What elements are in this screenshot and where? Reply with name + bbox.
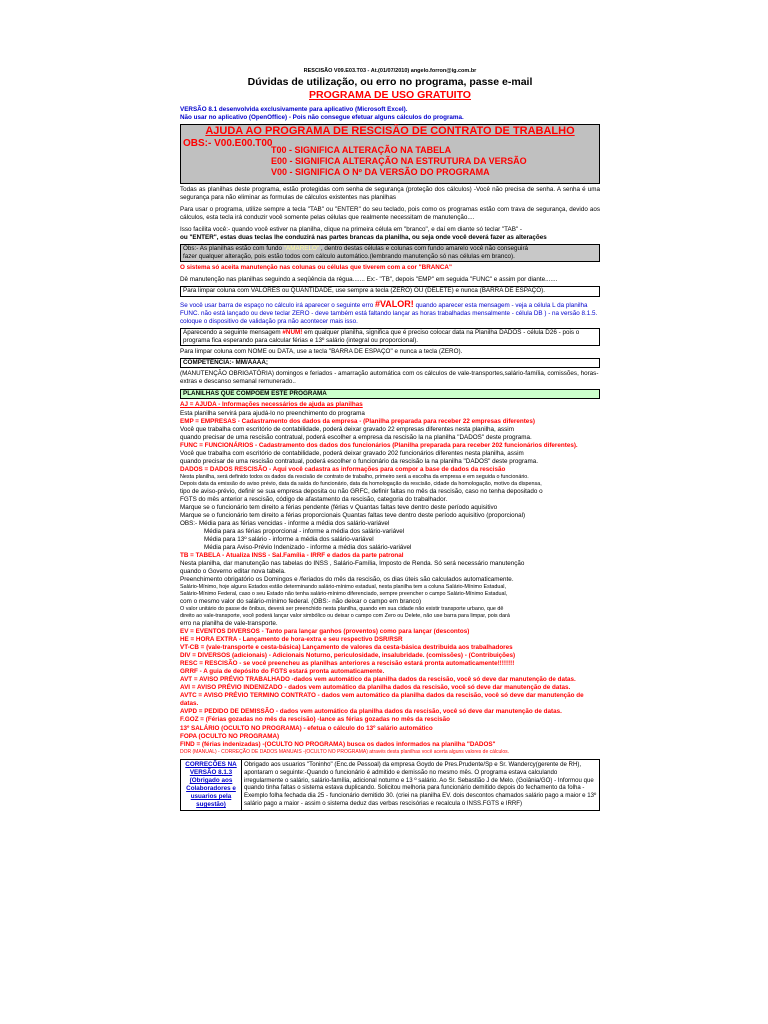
ruler-sequence-note: Dê manutenção nas planilhas seguindo a seqüência da régua....... Ex:- "TB", depois "EMP" em seguida "FUNC" e assim por diante....... bbox=[180, 276, 558, 284]
description-line: Nesta planilha, dar manutenção nas tabelas do INSS , Salário-Família, Imposto de Renda. Só será necessário manutenção bbox=[180, 560, 525, 568]
description-line: 13º SALÁRIO (OCULTO NO PROGRAMA) - efetua o cálculo do 13º salário automático bbox=[180, 724, 433, 732]
description-line: AVPD = PEDIDO DE DEMISSÃO - dados vem automático da planilha dados da rescisão, você só deve dar manutenção de datas. bbox=[180, 708, 562, 716]
mandatory-maintenance-note: (MANUTENÇÃO OBRIGATÓRIA) domingos e feriados - amarração automática com os cálculos de vale-transportes,salário-família, comissões, horas-extras e descanso semanal remunerado.. bbox=[180, 370, 599, 386]
version-note-1: VERSÃO 8.1 desenvolvida exclusivamente para aplicativo (Microsoft Excel). bbox=[180, 105, 408, 113]
description-line: quando precisar de uma rescisão contratual, poderá escolher a empresa da rescisão la na planilha "DADOS" deste programa. bbox=[180, 433, 532, 441]
description-line: FOPA (OCULTO NO PROGRAMA) bbox=[180, 732, 280, 740]
num-error-note bbox=[180, 328, 600, 346]
num-error-part-b: em qualquer planilha, significa que é preciso colocar data na Planilha DADOS - célula D26 - pois o programa fica esperando para calcular férias e 13º salário (integral ou proporcional). bbox=[183, 329, 580, 345]
document-sheet bbox=[180, 68, 600, 811]
description-line: Salário-Mínimo, hoje alguns Estados estão determinando salário-mínimo estadual, nesta planilha tem a coluna Salário-Mínimo Estadual, bbox=[180, 584, 507, 591]
planilhas-title: PLANILHAS QUE COMPOEM ESTE PROGRAMA bbox=[180, 389, 600, 399]
description-line: AVI = AVISO PRÉVIO INDENIZADO - dados vem automático da planilha dados da rescisão, você só deve dar manutenção de datas. bbox=[180, 684, 571, 692]
num-error-part-a: Aparecendo a seguinte mensagem bbox=[183, 329, 281, 337]
description-line: tipo de aviso-prévio, definir se sua empresa deposita ou não GRFC, definir faltas no mês da rescisão, caso no tenha depositado o bbox=[180, 487, 543, 495]
description-line: DOR (MANUAL) - CORREÇÃO DE DADOS MANUAIS -(OCULTO NO PROGRAMA) através desta planilhas você acerta alguns valores de cálculos. bbox=[180, 748, 510, 755]
yellow-note-part-c: fazer qualquer alteração, pois estão todos com cálculo automático.(lembrando manutenção só nas células em branco). bbox=[183, 253, 515, 261]
tab-key-note: Para usar o programa, utilize sempre a tecla "TAB" ou "ENTER" do seu teclado, pois como os programas estão com trava de segurança, devido aos cálculos, esta tecla irá conduzir você somente pelas células que realmente necessitam de manutenção.... bbox=[180, 206, 600, 222]
description-line: VT-CB = (vale-transporte e cesta-básica) Lançamento de valores da cesta-básica destribuida aos trabalhadores bbox=[180, 644, 513, 652]
description-line: TB = TABELA - Atualiza INSS - Sal.Família - IRRF e dados da parte patronal bbox=[180, 552, 404, 560]
description-line: Você que trabalha com escritório de contabilidade, poderá deixar gravado 22 empresas diferentes nesta planilha, assim bbox=[180, 425, 514, 433]
yellow-note-part-a: Obs:- As planilhas estão com fundo bbox=[183, 245, 283, 253]
banner-lines bbox=[271, 145, 527, 178]
banner-line-t00: T00 - SIGNIFICA ALTERAÇÃO NA TABELA bbox=[271, 145, 452, 155]
help-banner bbox=[180, 124, 600, 184]
white-cells-note: O sistema só aceita manutenção nas colunas ou células que tiverem com a cor "BRANCA" bbox=[180, 264, 452, 272]
description-line: AVT = AVISO PRÉVIO TRABALHADO -dados vem automático da planilha dados da rescisão, você só deve dar manutenção de datas. bbox=[180, 676, 576, 684]
description-line: quando precisar de uma rescisão contratual, poderá escolher o funcionário da rescisão la na planilha "DADOS" deste programa. bbox=[180, 457, 538, 465]
password-note: Todas as planilhas deste programa, estão protegidas com senha de segurança (proteção dos cálculos) -Você não precisa de senha. A senha é uma segurança para não eliminar as formulas de cálculos existentes nas planilhas bbox=[180, 186, 600, 202]
version-note-2: Não usar no aplicativo (OpenOffice) - Pois não consegue efetuar alguns cálculos do programa. bbox=[180, 113, 464, 121]
num-error-word: #NUM! bbox=[282, 329, 303, 337]
description-line: Média para 13º salário - informe a média dos salário-variável bbox=[204, 535, 374, 543]
enter-key-note: ou "ENTER", estas duas teclas lhe conduzirá nas partes brancas da planilha, ou seja onde você deverá fazer as alterações bbox=[180, 234, 547, 242]
description-line: DADOS = DADOS RESCISÃO - Aqui você cadastra as informações para compor a base de dados da rescisão bbox=[180, 465, 506, 473]
yellow-word: "AMARELO" bbox=[283, 245, 320, 253]
value-error-part-b: quando aparecer esta mensagem - veja a célula L da planilha FUNC. não está lançado ou deve teclar ZERO - deve também está faltando lançar as horas trabalhadas mensalmente - célula DB ) - na versão 8.1.5. coloque o dispositivo de validação pra não acontecer mais isso. bbox=[180, 301, 598, 326]
description-line: erro na planilha de vale-transporte. bbox=[180, 619, 278, 627]
competence-field: COMPETÊNCIA:- MM/AAAA; bbox=[180, 358, 600, 368]
banner-line-e00: E00 - SIGNIFICA ALTERAÇÃO NA ESTRUTURA DA VERSÃO bbox=[271, 156, 527, 166]
yellow-background-note bbox=[180, 244, 600, 262]
description-line: OBS:- Média para as férias vencidas - informe a média dos salário-variável bbox=[180, 519, 390, 527]
banner-title: AJUDA AO PROGRAMA DE RESCISÃO DE CONTRATO DE TRABALHO bbox=[205, 125, 575, 137]
clear-names-note: Para limpar coluna com NOME ou DATA, use a tecla "BARRA DE ESPAÇO" e nunca a tecla (ZERO). bbox=[180, 348, 463, 356]
value-error-note bbox=[180, 299, 600, 327]
value-error-word: #VALOR! bbox=[374, 298, 414, 309]
description-line: com o mesmo valor do salário-mínimo federal. (OBS:- não deixar o campo em branco) bbox=[180, 598, 422, 606]
description-line: Preenchimento obrigatório os Domingos e /feriados do mês da rescisão, os dias úteis são calculados automaticamente. bbox=[180, 576, 514, 584]
description-line: Esta planilha servirá para ajudá-lo no preenchimento do programa bbox=[180, 409, 365, 417]
description-line: Média para Aviso-Prévio Indenizado - informe a média dos salário-variável bbox=[204, 544, 412, 552]
description-line: FUNC = FUNCIONÁRIOS - Cadastramento dos dados dos funcionários (Planilha preparada para receber 202 funcionários diferentes). bbox=[180, 441, 578, 449]
description-line: AVTC = AVISO PRÉVIO TERMINO CONTRATO - dados vem automático da planilha dados da rescisão, você só deve dar manutenção de datas. bbox=[180, 692, 584, 708]
description-line: FIND = (férias indenizadas) -(OCULTO NO PROGRAMA) busca os dados informados na planilha "DADOS" bbox=[180, 740, 496, 748]
description-line: EV = EVENTOS DIVERSOS - Tanto para lançar ganhos (proventos) como para lançar (descontos) bbox=[180, 627, 470, 635]
description-line: EMP = EMPRESAS - Cadastramento dos dados da empresa - (Planilha preparada para receber 22 empresas diferentes) bbox=[180, 417, 535, 425]
sheet-description-list bbox=[180, 401, 600, 755]
banner-line-v00: V00 - SIGNIFICA O Nº DA VERSÃO DO PROGRAMA bbox=[271, 167, 490, 177]
description-line: Marque se o funcionário tem direito a férias proporcionais Quantas faltas teve dentro deste período aquisitivo (proporcional) bbox=[180, 511, 526, 519]
description-line: GRRF - A guia de depósito do FGTS estará pronta automaticamente. bbox=[180, 668, 385, 676]
helps-you-note: Isso facilita você:- quando você estiver na planilha, clique na primeira célula em "branco", e daí em diante só teclar "TAB" - bbox=[180, 226, 523, 234]
description-line: FGTS do mês anterior a rescisão, código de afastamento da rescisão, categoria do trabalhador. bbox=[180, 495, 448, 503]
description-line: Depois data da emissão do aviso prévio, data da saída do funcionário, data da homologação da rescisão, cidade da homologação, motivo da dispensa, bbox=[180, 480, 542, 487]
description-line: F.GOZ = (Férias gozadas no mês da rescisão) -lance as férias gozadas no mês da rescisão bbox=[180, 716, 451, 724]
description-line: Nesta planilha, será definido todos os dados da rescisão de contrato de trabalho, primeiro será a escolha da empresa e em seguida o funcionário. bbox=[180, 473, 529, 480]
description-line: AJ = AJUDA - Informações necessários de ajuda as planilhas bbox=[180, 401, 363, 409]
corrections-box bbox=[180, 759, 600, 811]
description-line: Marque se o funcionário tem direito a férias pendente (férias v Quantas faltas teve dentro deste período aquisitivo bbox=[180, 503, 498, 511]
header-version-line: RESCISÃO V09.E03.T03 - At.(01/07/2010) angelo.forron@ig.com.br bbox=[303, 68, 477, 74]
header-doubts-line: Dúvidas de utilização, ou erro no programa, passe e-mail bbox=[247, 76, 533, 89]
description-line: HE = HORA EXTRA - Lançamento de hora-extra e seu respectivo DSR/RSR bbox=[180, 636, 403, 644]
description-line: quando o Governo editar nova tabela. bbox=[180, 568, 286, 576]
description-line: Salário-Mínimo Federal, caso o seu Estado não tenha salário-mínimo diferenciado, sempre preencher o campo Salário-Mínimo Estadual, bbox=[180, 591, 508, 598]
description-line: Você que trabalha com escritório de contabilidade, poderá deixar gravado 202 funcionários diferentes nesta planilha, assim bbox=[180, 449, 524, 457]
description-line: direito ao vale-transporte, você poderá lançar valor simbólico ou deixar o campo com Zero ou Delete, não use barra para limpar, pois dará bbox=[180, 613, 510, 620]
yellow-note-part-b: , dentro destas células e colunas com fundo amarelo você não conseguirá bbox=[320, 245, 529, 253]
description-line: Média para as férias proporcional - informe a média dos salário-variável bbox=[204, 527, 405, 535]
banner-obs: OBS:- V00.E00.T00 bbox=[183, 138, 273, 149]
corrections-text: Obrigado aos usuarios "Toninho" (Enc.de Pessoal) da empresa Goydo de Pres.Prudente/Sp e Sr. Wandercy(gerente de RH), apontaram o seguinte:-Quando o funcionário é admitido e demissão no mesmo mês. O programa estava calculando irregularmente o salário, salário-família, adicional noturno e 13 º salário. Ao Sr. Sebastião J de Melo. (Goiânia/GO) - Informou que quando tinha faltas o sistema estava duplicando. Solicitou melhoria para funcionário demitido depois do fechamento da folha - Exemplo folha fechada dia 25 - funcionário demitido 30. (criei na planilha EV. dois descontos chamados salário pago a maior e 13º salário pago a maior - assim o sistema deduz das verbas rescisórias e recalcula o INSS.FGTS e IRRF) bbox=[244, 761, 597, 808]
header-free-program: PROGRAMA DE USO GRATUITO bbox=[309, 89, 471, 102]
description-line: DIV = DIVERSOS (adicionais) - Adicionais Noturno, periculosidade, insalubridade. (comissões) - (Contribuições) bbox=[180, 652, 516, 660]
description-line: RESC = RESCISÃO - se você preencheu as planilhas anteriores a rescisão estará pronta automaticamente!!!!!!!! bbox=[180, 660, 515, 668]
value-error-part-a: Se você usar barra de espaço no cálculo irá aparecer o seguinte erro bbox=[180, 301, 374, 309]
description-line: O valor unitário do passe de ônibus, deverá ser preenchido nesta planilha, quando em sua cidade não existir transporte urbano, que dê bbox=[180, 606, 504, 613]
corrections-label: CORRECÕES NA VERSÃO 8.1.3 (Obrigado aos Colaboradores e usuarios pela sugestão) bbox=[181, 760, 242, 810]
clear-values-note: Para limpar coluna com VALORES ou QUANTIDADE, use sempre a tecla (ZERO) OU (DELETE) e nunca (BARRA DE ESPAÇO). bbox=[180, 286, 600, 296]
